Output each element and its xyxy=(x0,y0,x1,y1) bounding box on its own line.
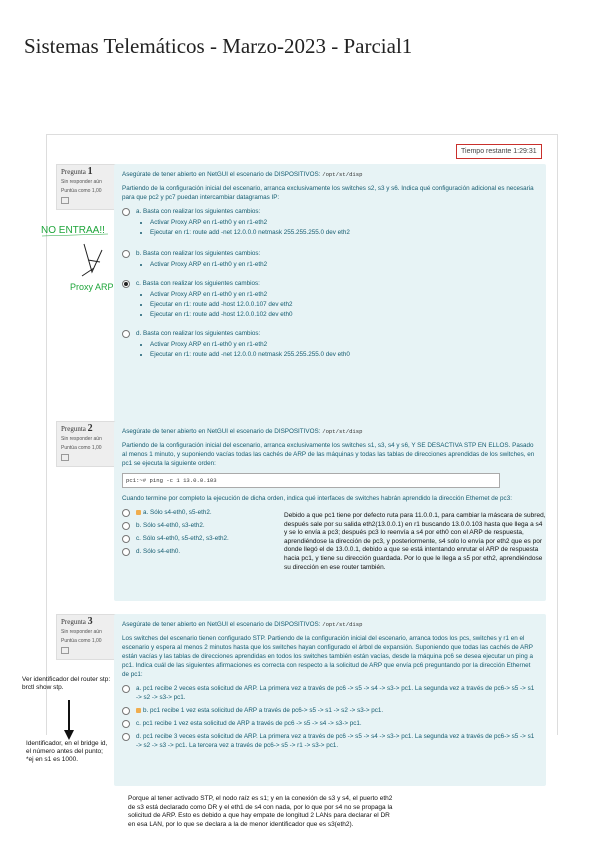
list-item: • Activar Proxy ARP en r1-eth0 y en r1-eth2 xyxy=(150,290,538,299)
radio-button[interactable] xyxy=(122,707,130,715)
option-list xyxy=(136,260,538,269)
option-letter: a. xyxy=(136,208,142,215)
question-number: 1 xyxy=(87,166,93,177)
question-body: Partiendo de la configuración inicial del escenario, arranca exclusivamente los switches s1, s3, s4 y s6, Y SE DESACTIVA STP EN ELLOS. Pasado al menos 1 minuto, y suponiendo vacías todas las cachés de ARP de las máquinas y todas las tablas de direcciones aprendidas de los switches, en pc1 se ejecuta la siguiente orden: xyxy=(122,442,535,467)
option-text: Sólo s4-eth0, s3-eth2. xyxy=(143,522,205,529)
option-text: pc1 recibe 3 veces esta solicitud de ARP. La primera vez a través de pc6 -> s5 -> s4 -> s3-> pc1. La segunda vez a través de pc6-> s5 -> s1 -> s2 -> s3 -> pc1. La tercera vez a través de pc6-> s5 -> r1 -> s3-> pc1. xyxy=(136,733,535,749)
flag-question-icon[interactable] xyxy=(61,454,69,461)
radio-button[interactable] xyxy=(122,522,130,530)
list-item: • Ejecutar en r1: route add -host 12.0.0.102 dev eth0 xyxy=(150,310,538,319)
arrow-down-icon xyxy=(62,700,76,742)
option-list xyxy=(136,218,538,237)
option-letter: b. xyxy=(136,522,142,529)
annotation-no-entraa: NO ENTRAA!! xyxy=(41,225,105,236)
answer-option-b[interactable] xyxy=(122,706,538,715)
answer-option-c[interactable] xyxy=(122,534,277,543)
time-remaining: Tiempo restante 1:29:31 xyxy=(456,144,542,159)
option-text: pc1 recibe 1 vez esta solicitud de ARP a través de pc6-> s5 -> s1 -> s2 -> s3-> pc1. xyxy=(150,707,384,714)
option-letter: a. xyxy=(136,685,142,692)
option-letter: c. xyxy=(136,535,141,542)
annotation-proxy-arp: Proxy ARP xyxy=(70,282,114,292)
handwritten-note-bottom: Porque al tener activado STP, el nodo raíz es s1; y en la conexión de s3 y s4, el puerto eth2 de s3 está declarado como DR y el eth1 de s4 con nada, por lo que por s4 no se propaga la solicitud de ARP. Esto es debido a que hay empate de longitud 2 LANs para declarar el DR en esa LAN, por lo que se declara a la de menor identificador que es s3(eth2). xyxy=(128,795,393,828)
ink-underline-icon xyxy=(40,222,110,238)
option-letter: b. xyxy=(143,707,149,714)
handwritten-sketch-icon xyxy=(78,240,108,280)
question-status: Sin responder aún xyxy=(61,629,102,635)
option-letter: a. xyxy=(143,509,149,516)
radio-button[interactable] xyxy=(122,733,130,741)
answer-option-d[interactable] xyxy=(122,329,538,359)
option-letter: d. xyxy=(136,548,142,555)
question-body: Partiendo de la configuración inicial del escenario, arranca exclusivamente los switches s2, s3 y s6. Indica qué configuración adicional es necesaria para que pc2 y pc7 puedan intercambiar datagramas IP: xyxy=(122,185,534,201)
answer-option-c[interactable] xyxy=(122,279,538,319)
question-box-3 xyxy=(114,614,546,786)
question-score: Puntúa como 1,00 xyxy=(61,188,102,194)
question-status: Sin responder aún xyxy=(61,436,102,442)
list-item: • Ejecutar en r1: route add -net 12.0.0.0 netmask 255.255.255.0 dev eth2 xyxy=(150,228,538,237)
list-item: • Activar Proxy ARP en r1-eth0 y en r1-eth2 xyxy=(150,218,538,227)
answer-option-d[interactable] xyxy=(122,547,277,556)
answer-option-d[interactable] xyxy=(122,732,538,750)
question-score: Puntúa como 1,00 xyxy=(61,638,102,644)
intro-path: /opt/st/disp xyxy=(322,171,363,178)
question-box-1 xyxy=(114,164,546,436)
question-info-3 xyxy=(56,614,116,660)
flag-question-icon[interactable] xyxy=(61,197,69,204)
option-text: pc1 recibe 2 veces esta solicitud de ARP. La primera vez a través de pc6 -> s5 -> s4 -> s3-> pc1. La segunda vez a través de pc6-> s5 -> s1 -> s2 -> s3-> pc1. xyxy=(136,685,535,701)
option-text: Basta con realizar los siguientes cambios: xyxy=(143,250,261,257)
handwritten-note-router-id: Ver identificador del router stp: brctl show stp. xyxy=(22,676,111,691)
answer-option-c[interactable] xyxy=(122,719,538,728)
question-status: Sin responder aún xyxy=(61,179,102,185)
radio-button[interactable] xyxy=(122,720,130,728)
radio-button-selected[interactable] xyxy=(122,280,130,288)
question-label: Pregunta xyxy=(61,168,86,176)
question-number: 3 xyxy=(87,616,93,627)
intro-text: Asegúrate de tener abierto en NetGUI el escenario de DISPOSITIVOS: xyxy=(122,171,321,178)
option-text: Sólo s4-eth0, s5-eth2. xyxy=(150,509,212,516)
question-info-1 xyxy=(56,164,116,210)
option-list xyxy=(136,340,538,359)
answer-option-a[interactable] xyxy=(122,684,538,702)
flag-question-icon[interactable] xyxy=(61,647,69,654)
answer-option-b[interactable] xyxy=(122,521,277,530)
answer-option-a[interactable] xyxy=(122,508,277,517)
option-letter: c. xyxy=(136,720,141,727)
list-item: • Ejecutar en r1: route add -host 12.0.0.107 dev eth2 xyxy=(150,300,538,309)
flag-icon xyxy=(136,510,141,515)
handwritten-note-q2: Debido a que pc1 tiene por defecto ruta para 11.0.0.1, para cambiar la máscara de subred, después sale por su salida eth2(13.0.0.1) en r1 buscando 13.0.0.103 hasta que llega a s4 y se lo envía a pc3; después pc3 lo reenvía a s4 por eth0 con el ARP de respuesta, aprendiéndose la dirección de pc3, y posteriormente, s4 solo lo envía por eth2 que es por donde llegó el de 13.0.0.1, debido a que se está intentando enrutar el ARP de respuesta hacia pc1, y tiene su dirección guardada. Por lo que le llega a s5 por eth2, aprendiéndose su dirección en ese router también. xyxy=(284,512,546,571)
question-label: Pregunta xyxy=(61,425,86,433)
option-text: Basta con realizar los siguientes cambios: xyxy=(143,208,261,215)
radio-button[interactable] xyxy=(122,250,130,258)
radio-button[interactable] xyxy=(122,330,130,338)
option-letter: d. xyxy=(136,733,142,740)
intro-text: Asegúrate de tener abierto en NetGUI el escenario de DISPOSITIVOS: xyxy=(122,621,321,628)
list-item: • Activar Proxy ARP en r1-eth0 y en r1-eth2 xyxy=(150,260,538,269)
question-info-2 xyxy=(56,421,116,467)
option-text: Basta con realizar los siguientes cambios: xyxy=(143,330,261,337)
intro-path: /opt/st/disp xyxy=(322,621,363,628)
flag-icon xyxy=(136,708,141,713)
radio-button[interactable] xyxy=(122,208,130,216)
question-prompt: Cuando termine por completo la ejecución de dicha orden, indica qué interfaces de switches habrán aprendido la dirección Ethernet de pc3: xyxy=(122,495,512,502)
radio-button[interactable] xyxy=(122,535,130,543)
option-text: Sólo s4-eth0, s5-eth2, s3-eth2. xyxy=(142,535,229,542)
command-box: pc1:~# ping -c 1 13.0.0.103 xyxy=(122,473,500,488)
answer-option-a[interactable] xyxy=(122,207,538,237)
intro-text: Asegúrate de tener abierto en NetGUI el escenario de DISPOSITIVOS: xyxy=(122,428,321,435)
option-text: Basta con realizar los siguientes cambios: xyxy=(142,280,260,287)
question-body: Los switches del escenario tienen configurado STP. Partiendo de la configuración inicial del escenario, arranca todos los pcs, switches y r1 en el escenario y espera al menos 2 minutos hasta que los switches hayan configurado el árbol de expansión. Suponiendo que todas las cachés de ARP están vacías y las tablas de direcciones aprendidas en todos los switches también están vacías, desde la máquina pc6 se desea ejecutar un ping a pc1. Indica cuál de las siguientes afirmaciones es correcta con respecto a la solicitud de ARP que envía pc6 preguntando por la dirección Ethernet de pc1: xyxy=(122,635,533,678)
question-box-2 xyxy=(114,421,546,601)
option-list xyxy=(136,290,538,319)
question-score: Puntúa como 1,00 xyxy=(61,445,102,451)
intro-path: /opt/st/disp xyxy=(322,428,363,435)
radio-button[interactable] xyxy=(122,509,130,517)
question-label: Pregunta xyxy=(61,618,86,626)
handwritten-note-bridge-id: Identificador, en el bridge id, el número antes del punto; *ej en s1 es 1000. xyxy=(26,740,108,763)
radio-button[interactable] xyxy=(122,548,130,556)
radio-button[interactable] xyxy=(122,685,130,693)
option-text: pc1 recibe 1 vez esta solicitud de ARP a través de pc6 -> s5 -> s4 -> s3-> pc1. xyxy=(142,720,362,727)
options-list xyxy=(122,508,277,556)
option-text: Sólo s4-eth0. xyxy=(143,548,181,555)
page-title: Sistemas Telemáticos - Marzo-2023 - Parcial1 xyxy=(24,34,413,58)
list-item: • Activar Proxy ARP en r1-eth0 y en r1-eth2 xyxy=(150,340,538,349)
answer-option-b[interactable] xyxy=(122,249,538,269)
list-item: • Ejecutar en r1: route add -net 12.0.0.0 netmask 255.255.255.0 dev eth0 xyxy=(150,350,538,359)
option-letter: c. xyxy=(136,280,141,287)
question-number: 2 xyxy=(87,423,93,434)
option-letter: b. xyxy=(136,250,142,257)
option-letter: d. xyxy=(136,330,142,337)
